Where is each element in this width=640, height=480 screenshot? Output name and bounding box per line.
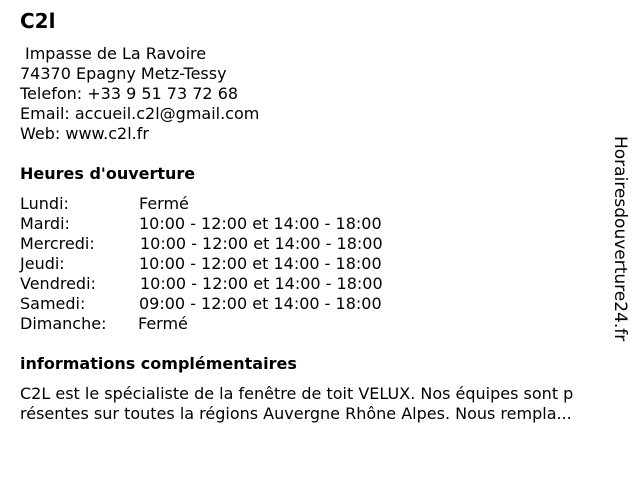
day-label: Vendredi: — [20, 274, 96, 293]
day-label: Jeudi: — [20, 254, 65, 273]
address-block — [20, 44, 259, 144]
day-hours: 09:00 - 12:00 et 14:00 - 18:00 — [139, 294, 382, 313]
email-label: Email: — [20, 104, 70, 123]
day-label: Samedi: — [20, 294, 86, 313]
web-line — [20, 124, 259, 144]
day-label: Mercredi: — [20, 234, 95, 253]
address-city: 74370 Epagny Metz-Tessy — [20, 64, 227, 83]
day-hours: Fermé — [139, 194, 189, 213]
additional-info-heading: informations complémentaires — [20, 354, 297, 373]
day-hours: 10:00 - 12:00 et 14:00 - 18:00 — [140, 274, 383, 293]
info-line-1: C2L est le spécialiste de la fenêtre de toit VELUX. Nos équipes sont p — [20, 384, 574, 403]
email-address[interactable]: accueil.c2l@gmail.com — [74, 104, 260, 123]
additional-info-text — [20, 384, 624, 424]
web-label: Web: — [20, 124, 61, 143]
email-line — [20, 104, 259, 124]
day-label: Lundi: — [20, 194, 69, 213]
watermark-text: Horairesdouverture24.fr — [610, 136, 630, 342]
address-street: Impasse de La Ravoire — [25, 44, 207, 63]
day-hours: 10:00 - 12:00 et 14:00 - 18:00 — [140, 234, 383, 253]
phone-label: Telefon: — [20, 84, 83, 103]
day-hours: Fermé — [138, 314, 188, 333]
watermark — [604, 136, 640, 346]
phone-line — [20, 84, 259, 104]
web-link[interactable]: www.c2l.fr — [65, 124, 149, 143]
day-hours: 10:00 - 12:00 et 14:00 - 18:00 — [139, 214, 382, 233]
phone-number[interactable]: +33 9 51 73 72 68 — [87, 84, 239, 103]
day-label: Dimanche: — [20, 314, 107, 333]
day-hours: 10:00 - 12:00 et 14:00 - 18:00 — [139, 254, 382, 273]
opening-hours-heading: Heures d'ouverture — [20, 164, 196, 183]
info-line-2: résentes sur toutes la régions Auvergne Rhône Alpes. Nous rempla... — [20, 404, 572, 423]
day-label: Mardi: — [20, 214, 70, 233]
business-name: C2l — [20, 9, 56, 33]
